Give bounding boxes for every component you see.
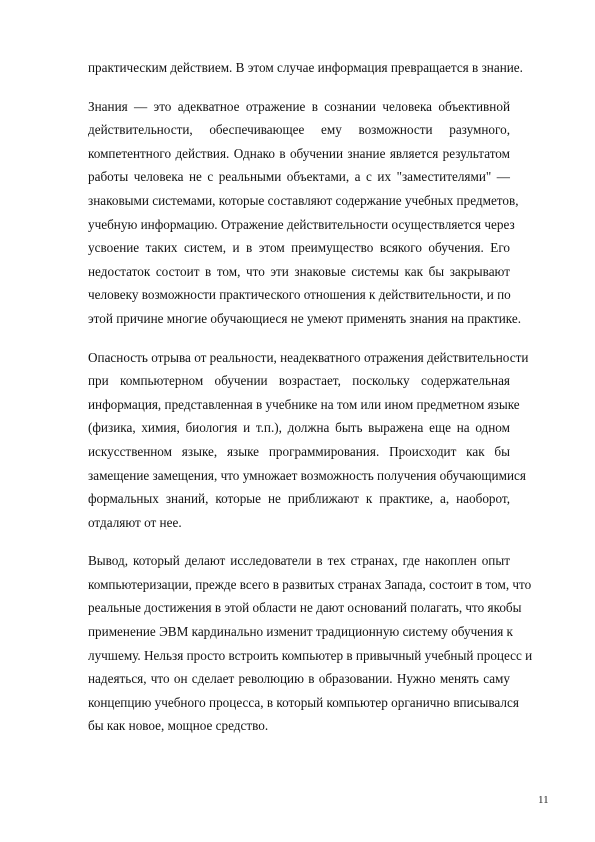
text-line: работы человека не с реальными объектами, а с их "заместителями" — bbox=[88, 169, 510, 185]
text-line: знаковыми системами, которые составляют содержание учебных предметов, bbox=[88, 192, 519, 208]
text-line: человеку возможности практического отношения к действительности, и по bbox=[88, 287, 511, 303]
text-line: концепцию учебного процесса, в который компьютер органично вписывался bbox=[88, 694, 519, 710]
text-line: действительности, обеспечивающее ему возможности разумного, bbox=[88, 122, 510, 138]
paragraph-2 bbox=[88, 95, 522, 331]
text-line: практическим действием. В этом случае информация превращается в знание. bbox=[88, 60, 523, 75]
text-line: компьютеризации, прежде всего в развитых странах Запада, состоит в том, что bbox=[88, 576, 532, 592]
text-line: формальных знаний, которые не приближают к практике, а, наоборот, bbox=[88, 491, 510, 507]
text-line: усвоение таких систем, и в этом преимущество всякого обучения. Его bbox=[88, 240, 510, 256]
text-line: Вывод, который делают исследователи в тех странах, где накоплен опыт bbox=[88, 553, 510, 569]
text-line: Знания — это адекватное отражение в сознании человека объективной bbox=[88, 98, 510, 114]
text-line: этой причине многие обучающиеся не умеют применять знания на практике. bbox=[88, 310, 522, 326]
text-line: реальные достижения в этой области не дают оснований полагать, что якобы bbox=[88, 600, 522, 616]
text-line: надеяться, что он сделает революцию в образовании. Нужно менять саму bbox=[88, 671, 510, 687]
paragraph-4 bbox=[88, 549, 533, 738]
body-text bbox=[88, 56, 533, 753]
text-line: недостаток состоит в том, что эти знаковые системы как бы закрывают bbox=[88, 263, 510, 279]
text-line: искусственном языке, языке программирования. Происходит как бы bbox=[88, 443, 510, 459]
text-line: применение ЭВМ кардинально изменит традиционную систему обучения к bbox=[88, 624, 513, 640]
page-number: 11 bbox=[538, 794, 549, 806]
text-line: отдаляют от нее. bbox=[88, 514, 182, 530]
text-line: учебную информацию. Отражение действительности осуществляется через bbox=[88, 216, 515, 232]
text-line: компетентного действия. Однако в обучении знание является результатом bbox=[88, 145, 510, 161]
paragraph-3 bbox=[88, 346, 529, 535]
text-line: информация, представленная в учебнике на том или ином предметном языке bbox=[88, 396, 520, 412]
text-line: при компьютерном обучении возрастает, поскольку содержательная bbox=[88, 373, 510, 389]
text-line: замещение замещения, что умножает возможность получения обучающимися bbox=[88, 467, 526, 483]
text-line: (физика, химия, биология и т.п.), должна быть выражена еще на одном bbox=[88, 420, 510, 436]
paragraph-1 bbox=[88, 56, 523, 80]
text-line: бы как новое, мощное средство. bbox=[88, 718, 269, 734]
text-line: лучшему. Нельзя просто встроить компьютер в привычный учебный процесс и bbox=[88, 647, 533, 663]
text-line: Опасность отрыва от реальности, неадекватного отражения действительности bbox=[88, 349, 529, 365]
